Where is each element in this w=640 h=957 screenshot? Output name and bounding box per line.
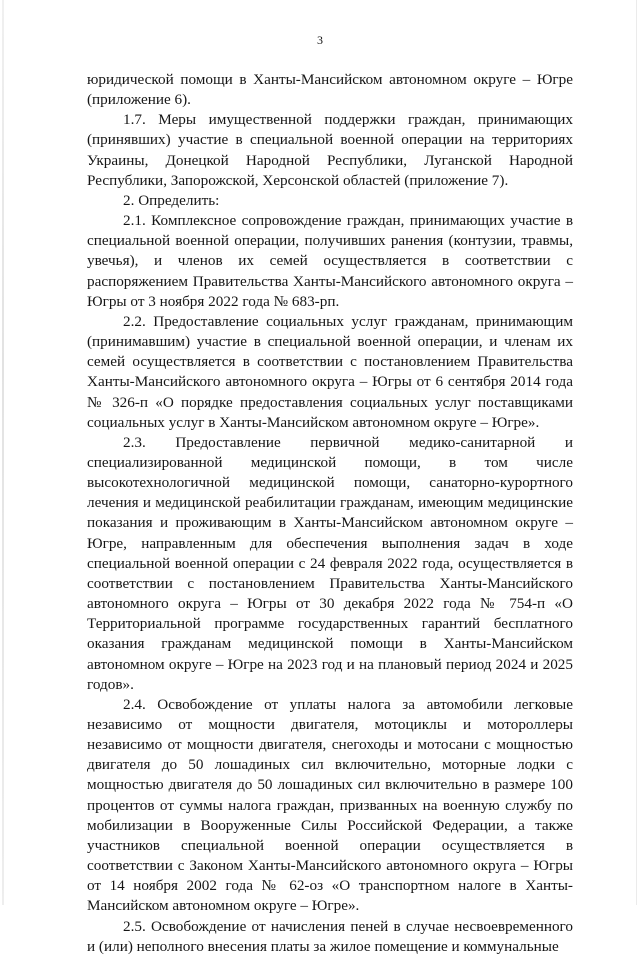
paragraph-2-4: 2.4. Освобождение от уплаты налога за автомобили легковые независимо от мощности двигателя, мотоциклы и мотороллеры независимо от мощности двигателя, снегоходы и мотосани с мощностью двигателя до 50 лошадиных сил включительно, моторные лодки с мощностью двигателя до 50 лошадиных сил включительно в размере 100 процентов от суммы налога граждан, призванных на военную службу по мобилизации в Вооруженные Силы Российской Федерации, а также участников специальной военной операции осуществляется в соответствии с Законом Ханты-Мансийского автономного округа – Югры от 14 ноября 2002 года № 62-оз «О транспортном налоге в Ханты-Мансийском автономном округе – Югре». — [87, 695, 573, 915]
document-body — [87, 70, 573, 957]
page-number: 3 — [317, 33, 323, 47]
scan-edge-right — [636, 0, 637, 905]
paragraph-1-7: 1.7. Меры имущественной поддержки граждан, принимающих (принявших) участие в специальной военной операции на территориях Украины, Донецкой Народной Республики, Луганской Народной Республики, Запорожской, Херсонской областей (приложение 7). — [87, 111, 573, 189]
scan-edge-left — [2, 0, 4, 905]
paragraph-2-3: 2.3. Предоставление первичной медико-санитарной и специализированной медицинской помощи, в том числе высокотехнологичной медицинской помощи, санаторно-курортного лечения и медицинской реабилитации гражданам, имеющим медицинские показания и проживающим в Ханты-Мансийском автономном округе – Югре, направленным для обеспечения выполнения задач в ходе специальной военной операции с 24 февраля 2022 года, осуществляется в соответствии с постановлением Правительства Ханты-Мансийского автономного округа – Югры от 30 декабря 2022 года № 754-п «О Территориальной программе государственных гарантий бесплатного оказания гражданам медицинской помощи в Ханты-Мансийском автономном округе – Югре на 2023 год и на плановый период 2024 и 2025 годов». — [87, 433, 573, 693]
paragraph-2-5: 2.5. Освобождение от начисления пеней в случае несвоевременного и (или) неполного внесения платы за жилое помещение и коммунальные — [87, 917, 573, 955]
paragraph-2-1: 2.1. Комплексное сопровождение граждан, принимающих участие в специальной военной операции, получивших ранения (контузии, травмы, увечья), и членов их семей осуществляется в соответствии с распоряжением Правительства Ханты-Мансийского автономного округа – Югры от 3 ноября 2022 года № 683-рп. — [87, 212, 573, 310]
paragraph-continuation: юридической помощи в Ханты-Мансийском автономном округе – Югре (приложение 6). — [87, 71, 573, 109]
paragraph-2: 2. Определить: — [123, 191, 220, 209]
paragraph-2-2: 2.2. Предоставление социальных услуг гражданам, принимающим (принимавшим) участие в специальной военной операции, и членам их семей осуществляется в соответствии с постановлением Правительства Ханты-Мансийского автономного округа – Югры от 6 сентября 2014 года № 326-п «О порядке предоставления социальных услуг поставщиками социальных услуг в Ханты-Мансийском автономном округе – Югре». — [87, 312, 573, 431]
